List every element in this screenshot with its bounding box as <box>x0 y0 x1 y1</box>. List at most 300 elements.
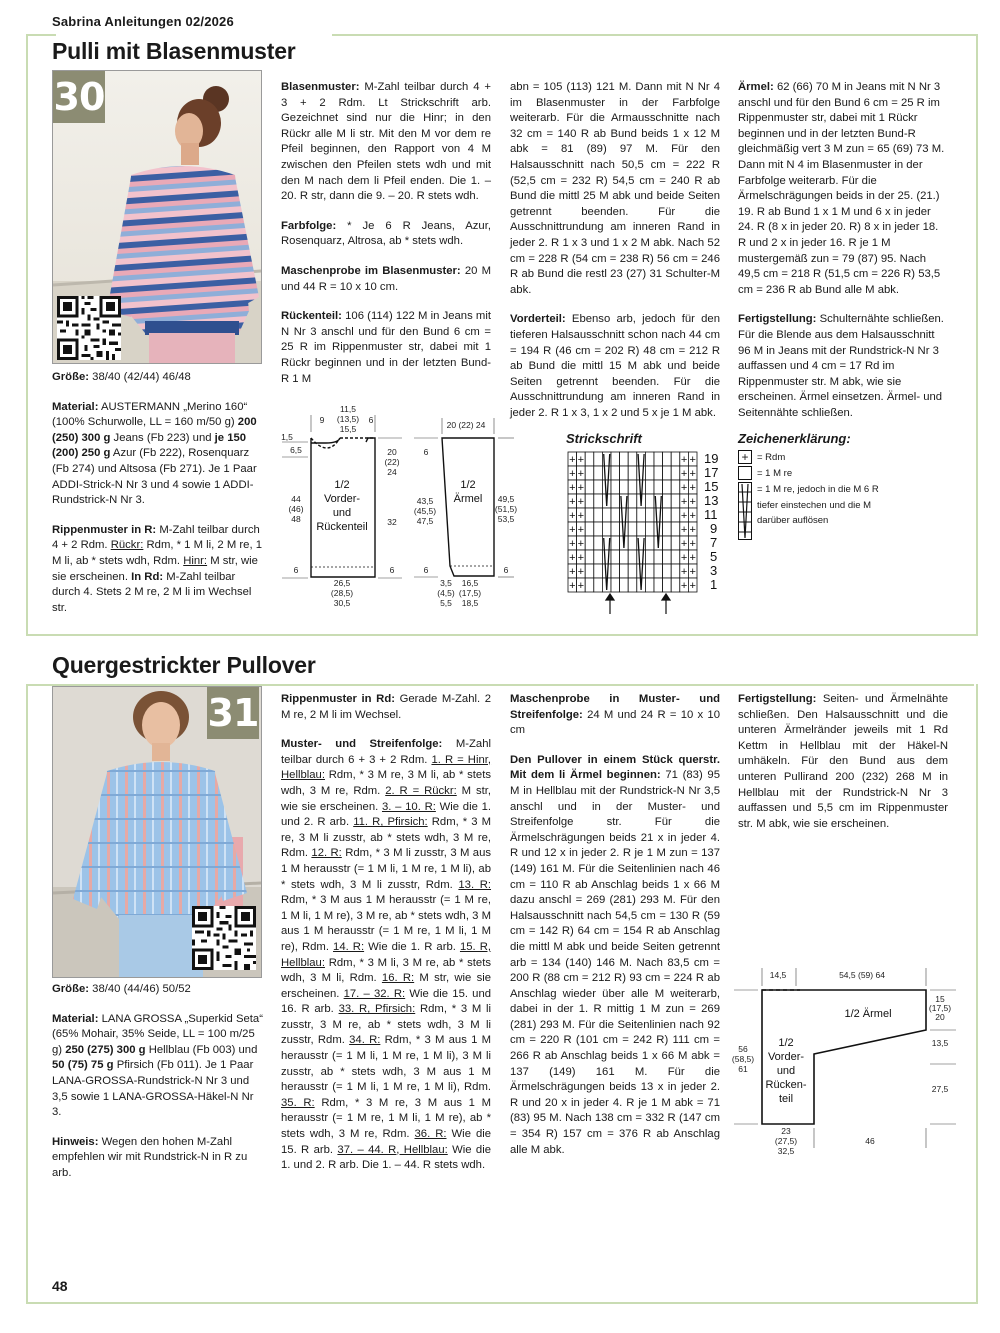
chart-cell <box>663 494 672 508</box>
rippen-rueckr: Rückr: <box>110 539 144 552</box>
rdm-plus: + <box>680 468 688 480</box>
s-6b: 6 <box>503 565 509 575</box>
material-text-3: Azur (Fb 222), Rosenquarz (Fb 274) und Altsosa (Fb 271). Je 1 Paar ADDI-Strick-N Nr 3 und 4 sowie 1 ADDI-Rundstrick-N Nr 3. <box>52 447 257 507</box>
page-number: 48 <box>52 1278 68 1294</box>
chart-cell <box>594 522 603 536</box>
rdm-plus: + <box>569 454 576 466</box>
chart-cell <box>637 564 646 578</box>
chart-cell <box>671 564 680 578</box>
s-6top: 6 <box>423 447 429 457</box>
material-label: Material: <box>52 400 99 413</box>
fertig-label: Fertigstellung: <box>738 693 817 705</box>
chart-cell <box>654 564 663 578</box>
material-text: AUSTERMANN „Merino 160“ (100% Schurwolle, LL = 160 m/50 g) <box>52 400 248 429</box>
rdm-plus: + <box>689 524 696 536</box>
rdm-plus: + <box>569 552 576 564</box>
sc-body-3: und <box>776 1065 796 1077</box>
s-bl-1: 3,5 <box>440 578 452 588</box>
rippen-text-3: M str, wie sie erscheinen. <box>52 554 258 583</box>
body-label-3: und <box>332 507 352 519</box>
chart-cell <box>645 480 654 494</box>
s-right-2: (51,5) <box>494 504 518 514</box>
chart-cell <box>585 480 594 494</box>
step-11: 33. R, Pfirsich: <box>338 1003 416 1016</box>
chart-cell <box>637 522 646 536</box>
sc-14-5: 14,5 <box>769 970 787 980</box>
s-br-2: (17,5) <box>458 588 482 598</box>
step-3-text: Wie die 1. und 2. R arb. <box>281 800 492 829</box>
pattern-30-column-1 <box>52 370 266 626</box>
sc-sleeve-label: 1/2 Ärmel <box>844 1008 892 1020</box>
step-7-text: Wie die 1. R arb. <box>368 940 456 953</box>
s-br-3: 18,5 <box>461 598 479 608</box>
vorder-text: Ebenso arb, jedoch für den tieferen Halsausschnitt schon nach 44 cm = 194 R (46 cm = 202 R) 48 cm = 212 R ab Bund die mittl 15 M abk und beide Seiten getrennt beenden. Für die Ausschnittrundung am inneren Rand in jeder 2. R 1 x 3, 1 x 2 und 5 x je 1 M abk. <box>510 313 720 419</box>
chart-cell <box>628 466 637 480</box>
m-1-5: 1,5 <box>281 432 293 442</box>
aermel-text: 62 (66) 70 M in Jeans mit N Nr 3 anschl und für den Bund 6 cm = 25 R im Rippenmuster str, dabei mit 1 Rückr beginnen und in der letzten Bund-R gleichmäßig vert 3 M zun = 65 (69) 73 M. Dann mit N 4 im Blasenmuster in der Farbfolge weiterarb. Für die Ärmelschrägungen beids in der 25. (21.) 19. R ab Bund 1 x 1 M und 6 x in jeder 24. R (8 x in jeder 20. R) 8 x in jeder 18. R und 2 x in jeder 16. R je 1 M mustergemäß zun = 79 (87) 95. Nach 49,5 cm = 218 R (51,5 cm = 226 R) 53,5 cm = 236 R ab Bund alle M abk. <box>738 81 945 296</box>
step-6-text: Rdm, * 3 M aus 1 M herausstr (= 1 M re, 1 M li, 1 M re), 3 M re, ab * stets wdh, 3 M aus 1 M herausstr (= 1 M re, 1 M li, 1 M re), Rdm. <box>281 894 491 953</box>
chart-cell <box>611 550 620 564</box>
chart-cell <box>671 522 680 536</box>
chart-cell <box>611 480 620 494</box>
chart-cell <box>620 578 629 592</box>
rdm-plus: + <box>577 524 585 536</box>
rdm-plus: + <box>577 552 585 564</box>
legend-knit: = 1 M re <box>757 468 793 479</box>
s-bl-2: (4,5) <box>437 588 455 598</box>
muster-text: M-Zahl teilbar durch 6 + 3 + 2 Rdm. <box>281 738 491 766</box>
chart-cell <box>645 578 654 592</box>
chart-cell <box>671 536 680 550</box>
row-5: 5 <box>710 549 718 564</box>
sc-bottom-1: 23 <box>781 1126 791 1136</box>
sc-15-2: (17,5) <box>928 1003 952 1013</box>
s-left-1: 43,5 <box>416 496 434 506</box>
strickschrift-chart <box>562 448 732 618</box>
chart-grid <box>568 452 697 592</box>
chart-cell <box>645 564 654 578</box>
chart-cell <box>594 564 603 578</box>
rdm-plus: + <box>577 538 585 550</box>
material-amount-2: 50 (75) 75 g <box>52 1059 114 1072</box>
body-label-1: 1/2 <box>334 479 350 491</box>
material-amount-2: je 150 (200) 250 g <box>52 431 247 460</box>
chart-cell <box>645 494 654 508</box>
step-1-text: Rdm, * 3 M re, 3 M li, ab * stets wdh, 3 M re, Rdm. <box>281 769 492 797</box>
sc-left-3: 61 <box>738 1064 748 1074</box>
rdm-plus: + <box>680 538 688 550</box>
rdm-plus: + <box>689 552 696 564</box>
rdm-plus: + <box>569 524 576 536</box>
rdm-plus: + <box>569 482 576 494</box>
size-label: Größe: <box>52 371 90 383</box>
sc-bottom-2: (27,5) <box>774 1136 798 1146</box>
chart-cell <box>645 466 654 480</box>
schema-sleeve-30 <box>410 412 518 612</box>
chart-cell <box>585 578 594 592</box>
chart-cell <box>671 550 680 564</box>
chart-cell <box>602 466 611 480</box>
m-top-1: 11,5 <box>340 404 356 414</box>
row-7: 7 <box>710 535 718 550</box>
sc-bottom-3: 32,5 <box>777 1146 795 1156</box>
sc-15-1: 15 <box>935 994 945 1004</box>
sc-body-4: Rücken- <box>765 1079 807 1091</box>
chart-cell <box>663 452 672 466</box>
chart-cell <box>645 536 654 550</box>
chart-cell <box>663 522 672 536</box>
sleeve-label-2: Ärmel <box>453 493 483 505</box>
row-11: 11 <box>704 507 718 522</box>
probe-label: Maschenprobe in Muster- und Streifenfolge: <box>510 693 720 721</box>
body-label-2: Vorder- <box>323 493 361 505</box>
chart-cell <box>602 480 611 494</box>
chart-cell <box>585 522 594 536</box>
m-side-l-2: (46) <box>288 504 304 514</box>
rdm-plus: + <box>569 468 576 480</box>
chart-cell <box>620 522 629 536</box>
chart-cell <box>654 508 663 522</box>
vorder-label: Vorderteil: <box>510 313 566 326</box>
rippen-rd: In Rd: <box>131 570 164 583</box>
size-value: 38/40 (42/44) 46/48 <box>92 371 191 383</box>
sc-46: 46 <box>865 1136 875 1146</box>
rdm-plus: + <box>577 510 585 522</box>
m-side-r-1: 20 <box>387 447 397 457</box>
chart-cell <box>594 578 603 592</box>
chart-cell <box>620 466 629 480</box>
s-6a: 6 <box>423 565 429 575</box>
chart-cell <box>594 536 603 550</box>
chart-cell <box>628 522 637 536</box>
chart-cell <box>663 508 672 522</box>
step-10: 17. – 32. R: <box>343 987 406 1000</box>
s-top: 20 (22) 24 <box>446 420 486 430</box>
step-2: 2. R = Rückr: <box>385 784 457 797</box>
rdm-plus: + <box>689 454 696 466</box>
legend-drop: = 1 M re, jedoch in die M 6 R tiefer einstechen und die M darüber auflösen <box>757 484 879 526</box>
chart-cell <box>611 564 620 578</box>
material-amount-1: 250 (275) 300 g <box>65 1043 146 1056</box>
chart-cell <box>602 522 611 536</box>
einstueck-text: 71 (83) 95 M in Hellblau mit der Rundstrick-N Nr 3,5 anschl und in der Muster- und Streifenfolge str. Für die Ärmelschrägungen beids 21 x in jeder 4. R und 12 x in jeder 2. R je 1 M zun = 137 (149) 161 M. Für die Seitenlinien nach 46 cm = 110 R ab Anschlag beids 1 x 66 M dazu anschl = 269 (281) 293 M. Für den Halsausschnitt nach 54,5 cm = 130 R (59 cm = 142 R) 64 cm = 154 R ab Anschlag die mittl M abk und beide Seiten getrennt arb = 134 (140) 146 M. Nach 83,5 cm = 200 R (88 cm = 212 R) 93 cm = 224 R ab Anschlag wieder über alle M weiterarb, dabei in der 1. R mittig 1 M zun = 269 (281) 293 M. Für die Seitenlinien nach 92 cm = 220 R (101 cm = 242 R) 111 cm = 266 R ab Anschlag beids 1 x 66 M abk = 137 (149) 161 M. Für die Ärmelschrägungen beids 13 x in jeder 2. R und 20 x in jeder 4. R je 1 M abk = 71 (83) 95 M. Nach 138 cm = 332 R (147 cm = 354 R) 157 cm = 376 R ab Anschlag alle M abk. <box>510 769 720 1156</box>
chart-cell <box>602 564 611 578</box>
chart-cell <box>671 466 680 480</box>
step-4-text: Rdm, * 3 M re, 3 M li zusstr, ab * stets wdh, 3 M re, Rdm. <box>281 816 492 860</box>
legend <box>738 450 888 540</box>
rdm-plus: + <box>569 538 576 550</box>
rdm-plus: + <box>680 482 688 494</box>
rippen-text-4: M-Zahl teilbar durch 4. Stets 2 M re, 2 M li im Wechsel str. <box>52 570 252 614</box>
rdm-plus: + <box>569 496 576 508</box>
rippen-label: Rippenmuster in R: <box>52 523 157 536</box>
rdm-plus: + <box>689 496 696 508</box>
farb-text: * Je 6 R Jeans, Azur, Rosenquarz, Altrosa, ab * stets wdh. <box>281 219 491 248</box>
pattern-31-column-3 <box>510 692 720 1168</box>
step-3: 3. – 10. R: <box>381 800 436 813</box>
row-17: 17 <box>704 465 719 480</box>
s-bl-3: 5,5 <box>440 598 452 608</box>
chart-cell <box>585 494 594 508</box>
chart-cell <box>620 480 629 494</box>
chart-cell <box>663 578 672 592</box>
einstueck-label: Den Pullover in einem Stück querstr. Mit dem li Ärmel beginnen: <box>510 753 720 782</box>
chart-cell <box>671 480 680 494</box>
rdm-plus: + <box>577 566 585 578</box>
aermel-label: Ärmel: <box>738 81 774 93</box>
drop-stitch-symbol-icon <box>738 482 752 540</box>
rdm-plus: + <box>689 538 696 550</box>
rdm-plus: + <box>680 454 688 466</box>
m-bottom-3: 30,5 <box>333 598 351 608</box>
chart-cell <box>585 452 594 466</box>
rdm-plus: + <box>569 510 576 522</box>
pattern-30-title: Pulli mit Blasenmuster <box>52 38 296 64</box>
chart-cell <box>654 550 663 564</box>
hinweis-label: Hinweis: <box>52 1135 99 1148</box>
chart-cell <box>628 578 637 592</box>
pattern-30-column-3 <box>510 80 720 431</box>
size-value: 38/40 (44/46) 50/52 <box>92 983 191 995</box>
rdm-plus: + <box>577 482 585 494</box>
chart-cell <box>628 508 637 522</box>
chart-cell <box>611 508 620 522</box>
rippen-hinr: Hinr: <box>183 554 208 567</box>
chart-cell <box>663 466 672 480</box>
chart-cell <box>671 452 680 466</box>
step-14: 36. R: <box>414 1128 447 1141</box>
chart-cell <box>594 550 603 564</box>
chart-cell <box>637 508 646 522</box>
chart-cell <box>594 466 603 480</box>
material-text: LANA GROSSA „Superkid Seta“ (65% Mohair, 35% Seide, LL = 100 m/25 g) <box>52 1012 263 1056</box>
rdm-plus: + <box>577 496 585 508</box>
rdm-plus: + <box>689 468 696 480</box>
step-8-text: Rdm, * 3 M li, 3 M re, ab * stets wdh, 3 M li, Rdm. <box>281 956 492 985</box>
rippen-text-1: M-Zahl teilbar durch 4 + 2 Rdm. <box>52 523 260 552</box>
blasen-label: Blasenmuster: <box>281 81 360 93</box>
sc-15-3: 20 <box>935 1012 945 1022</box>
chart-cell <box>628 494 637 508</box>
chart-cell <box>645 550 654 564</box>
m-6b: 6 <box>389 565 395 575</box>
chart-cell <box>671 494 680 508</box>
pattern-31-column-2 <box>281 692 491 1184</box>
chart-cell <box>611 466 620 480</box>
chart-cell <box>645 508 654 522</box>
chart-cell <box>611 494 620 508</box>
pattern-30-column-4 <box>738 80 948 431</box>
chart-cell <box>620 550 629 564</box>
chart-cell <box>585 550 594 564</box>
body-label-4: Rückenteil <box>316 521 368 533</box>
rueck-label: Rückenteil: <box>281 310 342 323</box>
chart-cell <box>654 466 663 480</box>
s-right-1: 49,5 <box>497 494 515 504</box>
chart-cell <box>654 452 663 466</box>
chart-cell <box>628 550 637 564</box>
rueck-text: 106 (114) 122 M in Jeans mit N Nr 3 anschl und für den Bund 6 cm = 25 R im Rippenmuster str, dabei mit 1 Rückr beginnen und in der letzten Bund-R 1 M <box>281 310 491 385</box>
rdm-plus: + <box>569 566 576 578</box>
sc-27-5: 27,5 <box>931 1084 949 1094</box>
rdm-plus: + <box>680 580 688 592</box>
chart-cell <box>628 452 637 466</box>
chart-cell <box>637 550 646 564</box>
schema-31 <box>730 964 966 1164</box>
row-9: 9 <box>710 521 718 536</box>
m-bottom-2: (28,5) <box>330 588 354 598</box>
chart-cell <box>671 508 680 522</box>
knit-symbol-icon <box>738 466 752 480</box>
step-5: 12. R: <box>311 847 342 860</box>
chart-cell <box>654 522 663 536</box>
material-text-3: Pfirsich (Fb 011). Je 1 Paar LANA-GROSSA-Rundstrick-N Nr 3 und 3,5 sowie 1 LANA-GROSSA-Häkel-N Nr 3. <box>52 1059 254 1119</box>
col3-text: abn = 105 (113) 121 M. Dann mit N Nr 4 im Blasenmuster in der Farbfolge weiterarb. Für die Armausschnitte nach 32 cm = 140 R ab Bund beids 1 x 12 M abk = 81 (89) 97 M. Für den Halsausschnitt nach 50,5 cm = 222 R (52,5 cm = 232 R) 54,5 cm = 240 R ab Bund die mittl 25 M abk und beide Seiten getrennt beenden. Für die Ausschnittrundung am inneren Rand in jeder 2. R 1 x 3 und 1 x 2 M abk. Nach 52 cm = 228 R (54 cm = 238 R) 56 cm = 246 R ab Bund die restl 23 (27) 31 Schulter-M abk. <box>510 81 720 296</box>
probe-text: 24 M und 24 R = 10 x 10 cm <box>510 708 720 737</box>
m-top-2: (13,5) <box>336 414 360 424</box>
fertig-label: Fertigstellung: <box>738 313 817 326</box>
chart-cell <box>594 508 603 522</box>
m-32: 32 <box>387 517 397 527</box>
step-15: 37. – 44. R, Hellblau: <box>337 1143 448 1156</box>
m-top-3: 15,5 <box>339 424 357 434</box>
chart-cell <box>671 578 680 592</box>
rdm-plus: + <box>680 524 688 536</box>
material-label: Material: <box>52 1012 99 1025</box>
m-bottom-1: 26,5 <box>333 578 351 588</box>
chart-cell <box>594 480 603 494</box>
material-amount-1: 200 (250) 300 g <box>52 416 257 444</box>
chart-cell <box>602 550 611 564</box>
rdm-plus: + <box>680 552 688 564</box>
sc-top: 54,5 (59) 64 <box>839 970 885 980</box>
m-side-r-3: 24 <box>387 467 397 477</box>
step-8: 15. R, Hellblau: <box>281 940 492 969</box>
pattern-31-column-1 <box>52 982 264 1192</box>
rippen-text-2: Rdm, * 1 M li, 2 M re, 1 M li, ab * stets wdh, Rdm. <box>52 539 263 567</box>
hinweis-text: Wegen den hohen M-Zahl empfehlen wir mit Rundstrick-N in R zu arb. <box>52 1135 248 1179</box>
sc-left-2: (58,5) <box>731 1054 755 1064</box>
chart-cell <box>611 536 620 550</box>
chart-cell <box>663 480 672 494</box>
step-14-text: Wie die 15. R arb. <box>281 1128 492 1156</box>
sleeve-label-1: 1/2 <box>460 479 476 491</box>
step-11-text: Rdm, * 3 M li zusstr, 3 M re, ab * stets wdh, 3 M li zusstr, Rdm. <box>281 1003 492 1047</box>
m-side-r-2: (22) <box>384 457 400 467</box>
probe-label: Maschenprobe im Blasenmuster: <box>281 264 461 277</box>
rippen-label: Rippenmuster in Rd: <box>281 693 395 705</box>
rdm-plus: + <box>577 468 585 480</box>
row-15: 15 <box>704 479 719 494</box>
step-12: 34. R: <box>349 1034 381 1047</box>
step-9-text: M str, wie sie erscheinen. <box>281 972 492 1000</box>
step-15-text: Wie die 1. und 2. R arb. Die 1. – 44. R stets wdh. <box>281 1143 492 1172</box>
chart-cell <box>611 522 620 536</box>
row-19: 19 <box>704 451 719 466</box>
s-br-1: 16,5 <box>461 578 479 588</box>
sc-body-1: 1/2 <box>778 1037 794 1049</box>
rdm-plus: + <box>689 580 696 592</box>
chart-cell <box>663 536 672 550</box>
rdm-plus: + <box>569 580 576 592</box>
chart-cell <box>628 480 637 494</box>
chart-cell <box>585 564 594 578</box>
step-2-text: M str, wie sie erscheinen. <box>281 784 492 813</box>
chart-cell <box>628 564 637 578</box>
row-3: 3 <box>710 563 718 578</box>
chart-cell <box>585 508 594 522</box>
step-6: 13. R: <box>458 878 492 891</box>
chart-cell <box>611 452 620 466</box>
s-left-3: 47,5 <box>416 516 434 526</box>
chart-cell <box>585 466 594 480</box>
chart-cell <box>611 578 620 592</box>
sc-left-1: 56 <box>738 1044 748 1054</box>
s-right-3: 53,5 <box>497 514 515 524</box>
m-6a: 6 <box>293 565 299 575</box>
step-7: 14. R: <box>333 940 365 953</box>
chart-cell <box>620 508 629 522</box>
chart-cell <box>654 578 663 592</box>
chart-cell <box>594 452 603 466</box>
chart-cell <box>654 480 663 494</box>
pattern-31-column-4 <box>738 692 948 842</box>
rdm-plus: + <box>577 454 585 466</box>
s-left-2: (45,5) <box>413 506 437 516</box>
m-right-6: 6 <box>368 415 374 425</box>
rdm-plus: + <box>680 566 688 578</box>
chart-cell <box>663 550 672 564</box>
schema-body-30 <box>278 402 408 612</box>
chart-cell <box>645 452 654 466</box>
row-1: 1 <box>710 577 718 592</box>
m-6-5: 6,5 <box>290 445 302 455</box>
rdm-plus: + <box>577 580 585 592</box>
rdm-plus: + <box>680 496 688 508</box>
step-10-text: Wie die 15. und 16. R arb. <box>281 987 492 1016</box>
rdm-plus: + <box>689 482 696 494</box>
chart-cell <box>620 564 629 578</box>
step-4: 11. R, Pfirsich: <box>353 816 428 829</box>
step-9: 16. R: <box>381 972 415 985</box>
fertig-text: Schulternähte schließen. Für die Blende aus dem Halsausschnitt 96 M in Jeans mit der Rundstrick-N Nr 3 auffassen und 4 cm = 17 Rd im Rippenmuster str. M abk, wie sie erscheinen. Ärmel einsetzen. Ärmel- und Seitennähte schließen. <box>738 313 944 419</box>
chart-cell <box>645 522 654 536</box>
sc-body-5: teil <box>778 1093 794 1105</box>
chart-cell <box>663 564 672 578</box>
rdm-plus: + <box>680 510 688 522</box>
material-text-2: Jeans (Fb 223) und <box>113 431 212 444</box>
chart-cell <box>628 536 637 550</box>
qr-code-icon[interactable] <box>192 906 256 970</box>
material-text-2: Hellblau (Fb 003) und <box>148 1043 258 1056</box>
row-13: 13 <box>704 493 719 508</box>
size-label: Größe: <box>52 983 90 995</box>
step-13-text: Rdm, * 3 M re, 3 M aus 1 M herausstr (= 1 M re, 1 M li, 1 M re), ab * stets wdh, 3 M re, Rdm. <box>281 1096 492 1141</box>
probe-text: 20 M und 44 R = 10 x 10 cm. <box>281 264 491 293</box>
step-12-text: Rdm, * 3 M aus 1 M herausstr (= 1 M li, 1 M re, 1 M li), 3 M li zusstr, ab * stets wdh, 3 M aus 1 M herausstr (= 1 M li, 1 M re, 1 M li), Rdm. <box>281 1034 492 1094</box>
chart-cell <box>594 494 603 508</box>
step-13: 35. R: <box>281 1096 315 1109</box>
step-1: 1. R = Hinr, Hellblau: <box>281 753 492 782</box>
pattern-31-badge: 31 <box>207 687 259 739</box>
sc-body-2: Vorder- <box>767 1051 805 1063</box>
m-side-l-3: 48 <box>291 514 301 524</box>
blasen-text: M-Zahl teilbar durch 4 + 3 + 2 Rdm. Lt Strickschrift arb. Gezeichnet sind nur die Hinr; in den Rückr alle M li str. Mit den M vor dem re Pfeil beginnen, den Rapport von 4 M zwischen den Pfeilen stets wdh und mit den M nach dem li Pfeil enden. Die 1. – 20. R str, dann die 9. – 20. R stets wdh. <box>281 81 491 203</box>
qr-code-icon[interactable] <box>57 296 121 360</box>
m-left-9: 9 <box>319 415 325 425</box>
muster-label: Muster- und Streifenfolge: <box>281 738 443 751</box>
chart-cell <box>637 466 646 480</box>
